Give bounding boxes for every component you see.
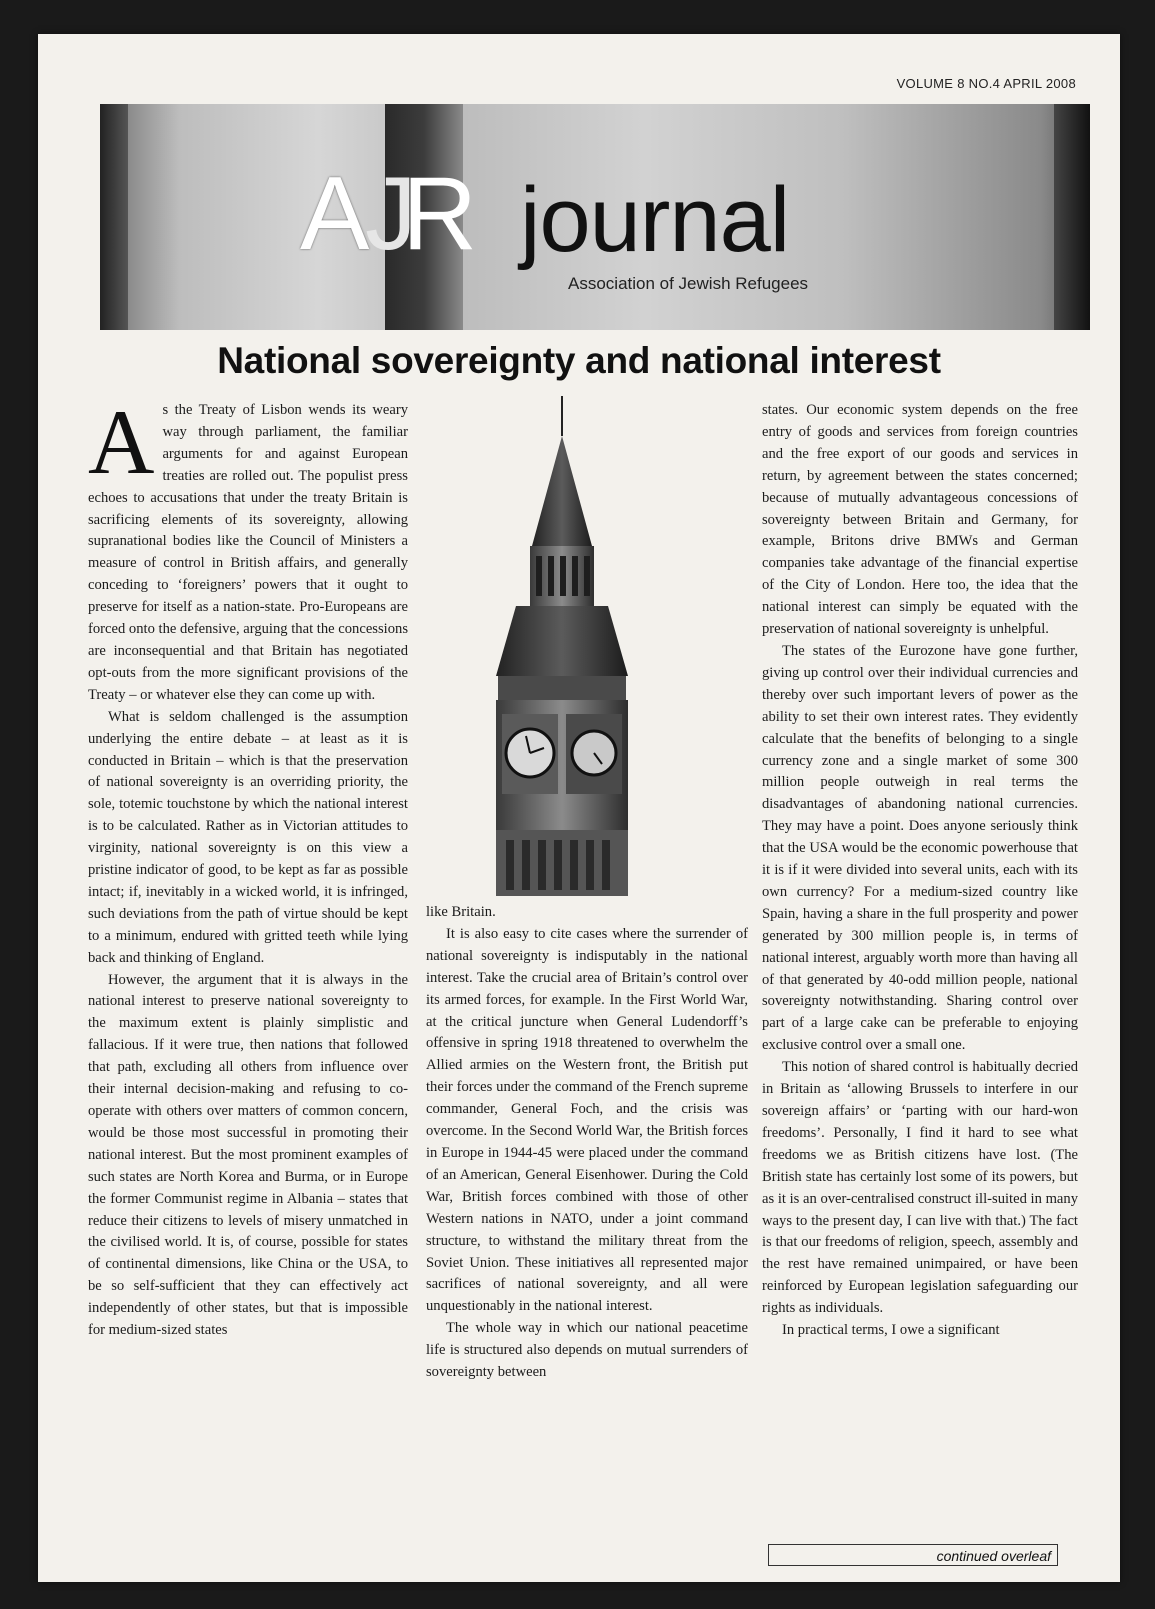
volume-issue-date: VOLUME 8 NO.4 APRIL 2008 [896, 76, 1076, 91]
paragraph: states. Our economic system depends on the free entry of goods and services from foreign countries and the free export of our goods and services in return, by agreement between the states concerned; because of mutually advantageous concessions of sovereignty between Britain and Germany, for example, Britons drive BMWs and German companies take advantage of the financial expertise of the City of London. Here too, the idea that the national interest can simply be equated with the preservation of national sovereignty is unhelpful. [762, 402, 1078, 638]
paragraph: However, the argument that it is always in the national interest to preserve national sovereignty to the maximum extent is plainly simplistic and fallacious. If it were true, then nations that followed that path, excluding all others from influence over their internal decision-making and refusing to co-operate with others over matters of common concern, would be those most successful in promoting their national interest. But the most prominent examples of such states are North Korea and Burma, or in Europe the former Communist regime in Albania – states that reduce their citizens to levels of misery unmatched in the civilised world. It is, of course, possible for states of continental dimensions, like China or the USA, to be so self-sufficient that they can effectively act independently of other states, but that is impossible for medium-sized states [88, 971, 408, 1339]
paragraph: The states of the Eurozone have gone further, giving up control over their individual currencies and thereby over such important levers of power as the ability to set their own interest rates. They evidently calculate that the benefits of belonging to a single currency zone and a single market of some 300 million people outweigh in real terms the disadvantages of abandoning national currencies. They may have a point. Does anyone seriously think that the USA would be the economic powerhouse that it is if it were divided into several units, each with its own currency? For a medium-sized country like Spain, having a share in the full prosperity and power generated by 300 million people is, in terms of national interest, arguably worth more than having all of that generated by 40-odd million people, national sovereignty notwithstanding. Sharing control over part of a large cake can be preferable to enjoying exclusive control over a small one. [762, 642, 1078, 1054]
big-ben-photo [456, 396, 668, 896]
masthead-bar-left [100, 104, 128, 330]
paragraph: The whole way in which our national peacetime life is structured also depends on mutual surrenders of sovereignty between [426, 1320, 748, 1381]
paragraph: like Britain. [426, 904, 496, 920]
paragraph: As the Treaty of Lisbon wends its weary way through parliament, the familiar arguments for and against European treaties are rolled out. The populist press echoes to accusations that under the treaty Britain is sacrificing elements of its sovereignty, allowing supranational bodies like the Council of Ministers a measure of control in British affairs, and generally conceding to ‘foreigners’ powers that it ought to preserve for itself as a nation-state. Pro-Europeans are forced onto the defensive, arguing that the concessions are inconsequential and that Britain has negotiated opt-outs from the more significant provisions of the Treaty – or whatever else they can come up with. [88, 391, 408, 703]
continued-overleaf-box: continued overleaf [768, 1544, 1058, 1566]
paragraph: It is also easy to cite cases where the surrender of national sovereignty is indisputably in the national interest. Take the crucial area of Britain’s control over its armed forces, for example. In the First World War, at the critical juncture when General Ludendorff’s offensive in spring 1918 threatened to overwhelm the Allied armies on the Western front, the British put their forces under the command of the French supreme commander, General Foch, and the crisis was overcome. In the Second World War, the British forces in Europe in 1944-45 were placed under the command of an American, General Eisenhower. During the Cold War, British forces combined with those of other Western nations in NATO, under a joint command structure, to withstand the military threat from the Soviet Union. These initiatives all represented major sacrifices of national sovereignty, and all were unquestionably in the national interest. [426, 925, 748, 1315]
drop-cap: A [88, 391, 155, 493]
masthead-bar-right [1054, 104, 1090, 330]
article-column-2 [426, 902, 748, 1384]
article-column-3 [762, 400, 1078, 1342]
logo-letter-j: J [365, 156, 417, 272]
paragraph: This notion of shared control is habitually decried in Britain as ‘allowing Brussels to interfere in our sovereign affairs’ or ‘parting with our hard-won freedoms’. Personally, I find it hard to see what freedoms we as British citizens have lost. (The British state has certainly lost some of its powers, but as it is an over-centralised construct ill-suited in many ways to the present day, I can live with that.) The fact is that our freedoms of religion, speech, assembly and the rest have remained unimpaired, or have been reinforced by European legislation safeguarding our rights as individuals. [762, 1059, 1078, 1317]
logo-subtitle: Association of Jewish Refugees [568, 274, 809, 293]
masthead [100, 104, 1090, 330]
logo-journal-word: journal [520, 169, 790, 271]
logo-letter-r: R [402, 156, 478, 272]
journal-page [38, 34, 1120, 1582]
article-headline: National sovereignty and national interest [217, 340, 941, 381]
paragraph: What is seldom challenged is the assumption underlying the entire debate – at least as it is conducted in Britain – which is that the preservation of national sovereignty is an overriding priority, the sole, totemic touchstone by which the national interest is to be calculated. Rather as in Victorian attitudes to virginity, national sovereignty is on this view a pristine indicator of good, to be kept as far as possible intact; if, inevitably in a wicked world, it is infringed, such deviations from the path of virtue should be kept to a minimum, endured with gritted teeth while lying back and thinking of England. [88, 708, 408, 966]
logo-letter-a: A [300, 156, 370, 272]
article-column-1 [88, 391, 408, 1342]
paragraph: In practical terms, I owe a significant [782, 1322, 1000, 1339]
